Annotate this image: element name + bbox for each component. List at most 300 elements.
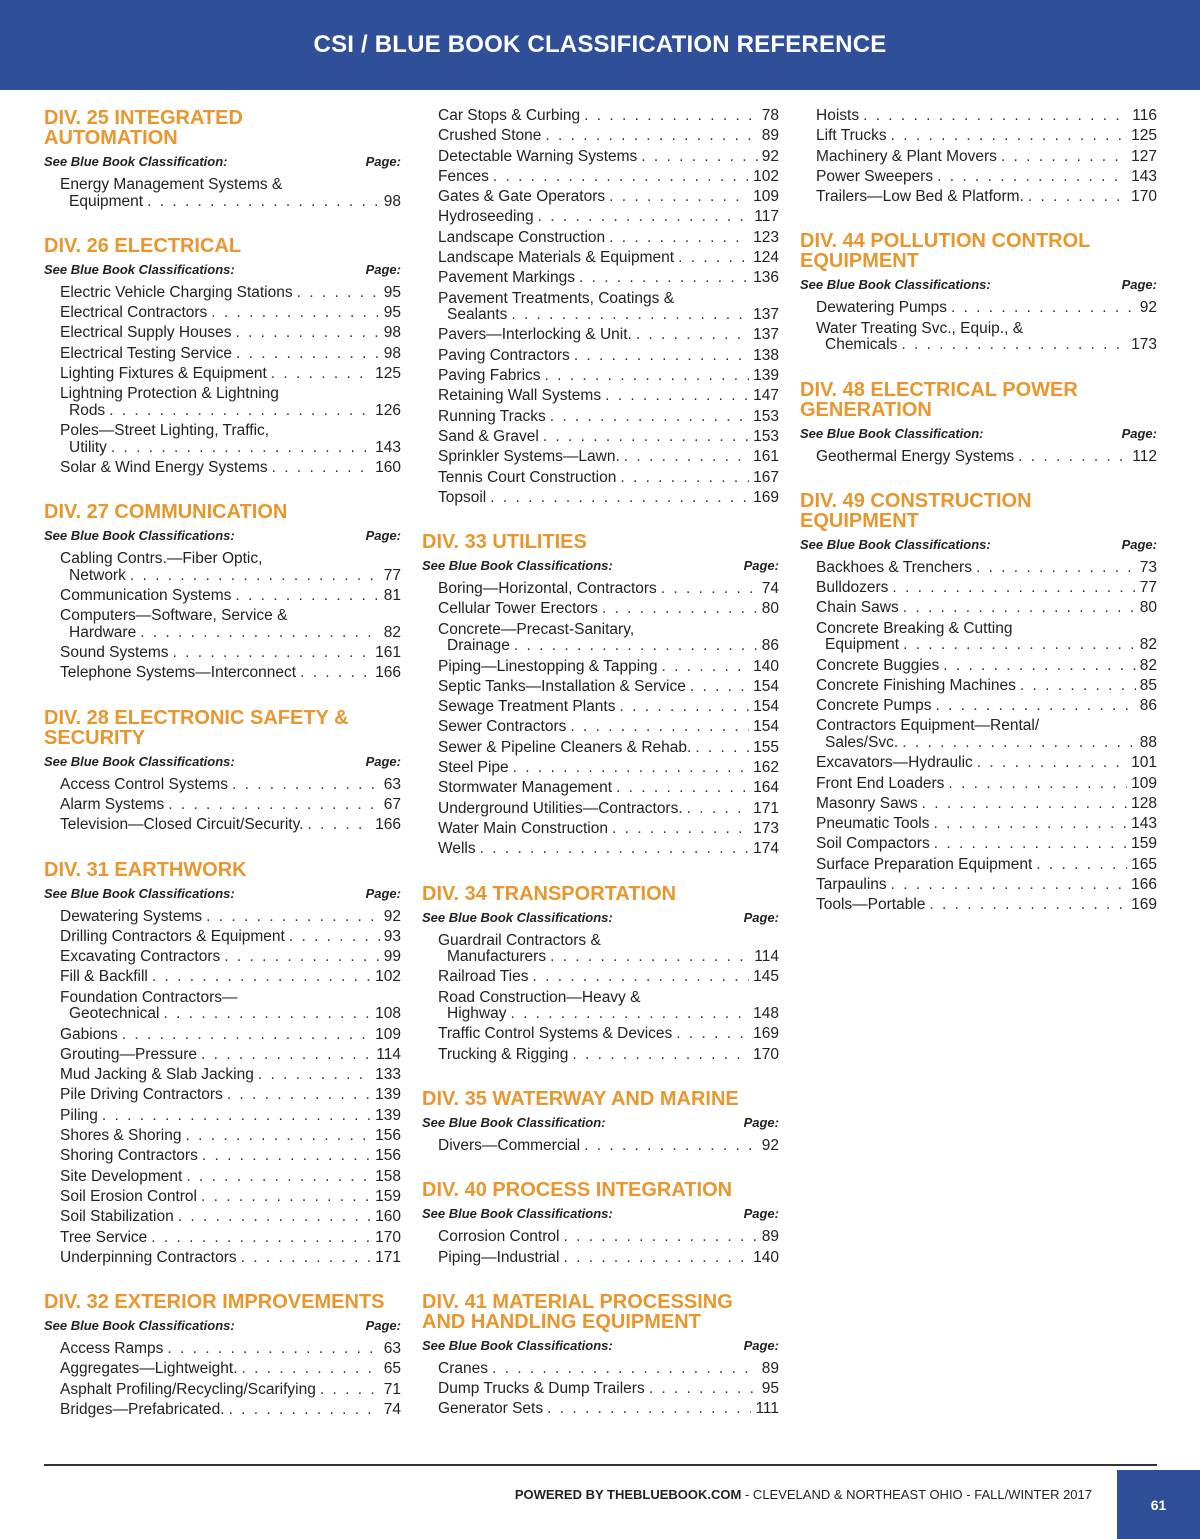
page-reference: 109 [753, 189, 779, 206]
dot-leader [892, 580, 1135, 597]
division-section [422, 1292, 779, 1422]
page-reference: 89 [761, 1229, 779, 1246]
classification-name: Topsoil [438, 489, 487, 506]
page-reference: 127 [1131, 148, 1157, 165]
classification-name: Hoists [816, 108, 860, 124]
page-reference: 98 [383, 193, 401, 210]
dot-leader [903, 637, 1136, 654]
dot-leader [563, 1250, 749, 1267]
classification-name: Machinery & Plant Movers [816, 148, 997, 165]
page-column-label: Page: [743, 1337, 779, 1353]
classification-label: See Blue Book Classifications: [422, 558, 613, 574]
page-reference: 74 [761, 581, 779, 598]
classification-item [438, 449, 779, 469]
page-reference: 159 [1131, 836, 1157, 853]
classification-name: Running Tracks [438, 408, 546, 425]
dot-leader [584, 108, 758, 125]
classification-name: Stormwater Management [438, 780, 613, 797]
classification-item [60, 366, 401, 386]
column-3 [800, 108, 1157, 940]
classification-name: Communication Systems [60, 587, 232, 604]
classification-name-line: Pavement Treatments, Coatings & [438, 290, 675, 307]
dot-leader [948, 776, 1127, 793]
dot-leader [609, 230, 749, 247]
classification-name: Access Ramps [60, 1341, 164, 1358]
page-reference: 160 [375, 1209, 401, 1226]
dot-leader [201, 1189, 371, 1206]
classification-header [800, 277, 1157, 292]
classification-name: Aggregates—Lightweight. [60, 1361, 238, 1378]
classification-name-line: Lightning Protection & Lightning [60, 386, 279, 403]
classification-item [816, 836, 1157, 856]
classification-item [438, 270, 779, 290]
page-reference: 169 [1131, 897, 1157, 914]
classification-name: Electrical Contractors [60, 305, 208, 322]
classification-header [800, 537, 1157, 552]
page-reference: 125 [375, 365, 401, 382]
footer-text [0, 1487, 1092, 1502]
classification-item [816, 449, 1157, 469]
footer-edition: - CLEVELAND & NORTHEAST OHIO - FALL/WINTER 2017 [741, 1487, 1092, 1502]
dot-leader [584, 1138, 758, 1155]
classification-item [438, 189, 779, 209]
page-column-label: Page: [365, 885, 401, 901]
dot-leader [186, 1128, 372, 1145]
classification-item [60, 588, 401, 608]
dot-leader [163, 1006, 371, 1023]
page-reference: 145 [753, 969, 779, 986]
classification-name: Backhoes & Trenchers [816, 559, 972, 576]
classification-name: Sales/Svc. [825, 734, 899, 751]
page-reference: 128 [1131, 795, 1157, 812]
page-reference: 153 [753, 408, 779, 425]
classification-header [44, 886, 401, 901]
classification-name-line: Water Treating Svc., Equip., & [816, 320, 1024, 337]
classification-item [60, 1402, 401, 1422]
division-title-line: DIV. 33 UTILITIES [422, 531, 587, 554]
classification-name: Power Sweepers [816, 168, 934, 185]
classification-name: Highway [447, 1006, 507, 1023]
classification-item [438, 841, 779, 861]
division-title-line: DIV. 44 POLLUTION CONTROL [800, 230, 1091, 253]
division-title [44, 860, 401, 880]
classification-label: See Blue Book Classifications: [422, 909, 613, 925]
classification-name: Hydroseeding [438, 209, 534, 226]
page-reference: 167 [753, 469, 779, 486]
page-reference: 81 [383, 587, 401, 604]
page-reference: 77 [1139, 580, 1157, 597]
classification-name: Gates & Gate Operators [438, 189, 606, 206]
classification-name-line: Road Construction—Heavy & [438, 989, 641, 1006]
page-reference: 102 [753, 168, 779, 185]
classification-name-line: Contractors Equipment—Rental/ [816, 718, 1040, 735]
dot-leader [1028, 189, 1127, 206]
classification-item [60, 990, 401, 1027]
page-reference: 148 [753, 1006, 779, 1023]
classification-name: Lighting Fixtures & Equipment [60, 365, 267, 382]
classification-item [60, 1067, 401, 1087]
classification-item [438, 1026, 779, 1046]
classification-name-line: Concrete Breaking & Cutting [816, 620, 1013, 637]
classification-name: Geothermal Energy Systems [816, 448, 1015, 465]
classification-name: Grouting—Pressure [60, 1046, 197, 1063]
page-reference: 125 [1131, 128, 1157, 145]
page-reference: 102 [375, 969, 401, 986]
division-section [800, 491, 1157, 918]
classification-name: Excavating Contractors [60, 949, 221, 966]
classification-name: Dump Trucks & Dump Trailers [438, 1381, 645, 1398]
classification-name: Equipment [69, 193, 144, 210]
classification-name: Tennis Court Construction [438, 469, 617, 486]
page-reference: 158 [375, 1168, 401, 1185]
classification-item [816, 698, 1157, 718]
classification-name: Corrosion Control [438, 1229, 560, 1246]
classification-name: Drilling Contractors & Equipment [60, 928, 285, 945]
classification-name: Steel Pipe [438, 760, 509, 777]
classification-header [422, 1206, 779, 1221]
classification-label: See Blue Book Classification: [44, 154, 228, 169]
classification-item [438, 409, 779, 429]
classification-name: Septic Tanks—Installation & Service [438, 678, 686, 695]
dot-leader [511, 307, 749, 324]
division-title [422, 884, 779, 904]
page-column-label: Page: [1121, 536, 1157, 552]
dot-leader [678, 250, 749, 267]
division-section [44, 236, 401, 480]
classification-name: Sealants [447, 307, 508, 324]
footer-divider [44, 1464, 1157, 1466]
page-reference: 165 [1131, 856, 1157, 873]
classification-name: Excavators—Hydraulic [816, 755, 973, 772]
classification-item [438, 1047, 779, 1067]
division-title-line: DIV. 48 ELECTRICAL POWER [800, 378, 1078, 401]
classification-item [438, 388, 779, 408]
classification-name: Alarm Systems [60, 796, 165, 813]
classification-name: Solar & Wind Energy Systems [60, 459, 268, 476]
classification-item [60, 1047, 401, 1067]
division-title [44, 236, 401, 256]
classification-header [422, 1338, 779, 1353]
classification-name: Dewatering Systems [60, 908, 203, 925]
classification-item [60, 645, 401, 665]
classification-name: Soil Stabilization [60, 1209, 174, 1226]
classification-label: See Blue Book Classifications: [800, 277, 991, 293]
classification-item [438, 679, 779, 699]
division-title [44, 502, 401, 522]
classification-name: Tarpaulins [816, 877, 887, 894]
classification-item [816, 776, 1157, 796]
classification-name-line: Concrete—Precast-Sanitary, [438, 621, 635, 638]
classification-name: Piling [60, 1107, 98, 1124]
dot-leader [570, 719, 749, 736]
page-reference: 111 [755, 1401, 779, 1418]
classification-header [800, 426, 1157, 441]
classification-item [438, 128, 779, 148]
classification-item [438, 108, 779, 128]
classification-item [816, 300, 1157, 320]
classification-item [438, 659, 779, 679]
page-reference: 153 [753, 428, 779, 445]
page-reference: 82 [1139, 637, 1157, 654]
classification-item [60, 969, 401, 989]
page-reference: 77 [383, 567, 401, 584]
classification-item [438, 327, 779, 347]
page-number-box [1117, 1470, 1200, 1539]
classification-name: Hardware [69, 624, 137, 641]
classification-item [438, 1381, 779, 1401]
classification-name: Soil Compactors [816, 836, 930, 853]
classification-name: Asphalt Profiling/Recycling/Scarifying [60, 1381, 316, 1398]
classification-label: See Blue Book Classification: [800, 425, 984, 441]
page-header-banner [0, 0, 1200, 90]
division-section [44, 502, 401, 685]
classification-item [438, 990, 779, 1027]
classification-name: Electrical Supply Houses [60, 325, 232, 342]
division-title-line: DIV. 31 EARTHWORK [44, 858, 247, 881]
classification-item [438, 969, 779, 989]
classification-name-line: Poles—Street Lighting, Traffic, [60, 423, 270, 440]
classification-name: Sand & Gravel [438, 428, 539, 445]
page-reference: 116 [1132, 108, 1157, 124]
classification-name: Electrical Testing Service [60, 345, 233, 362]
division-title [800, 491, 1157, 531]
classification-name: Shoring Contractors [60, 1148, 198, 1165]
classification-name: Utility [69, 439, 107, 456]
page-reference: 109 [1131, 775, 1157, 792]
dot-leader [550, 409, 749, 426]
page-reference: 80 [1139, 600, 1157, 617]
dot-leader [547, 1401, 751, 1418]
dot-leader [308, 817, 372, 834]
classification-header [44, 154, 401, 169]
dot-leader [320, 1382, 380, 1399]
division-section [44, 108, 401, 214]
dot-leader [1001, 149, 1127, 166]
classification-header [422, 910, 779, 925]
dot-leader [235, 588, 379, 605]
classification-item [438, 1138, 779, 1158]
classification-label: See Blue Book Classifications: [44, 1318, 235, 1334]
division-title [422, 1089, 779, 1109]
dot-leader [695, 740, 749, 757]
classification-item [60, 386, 401, 423]
classification-item [438, 169, 779, 189]
classification-item [816, 796, 1157, 816]
dot-leader [951, 300, 1136, 317]
classification-item [60, 551, 401, 588]
classification-name: Piping—Industrial [438, 1249, 560, 1266]
division-title-line: DIV. 28 ELECTRONIC SAFETY & [44, 706, 349, 729]
dot-leader [538, 209, 751, 226]
classification-name: Cellular Tower Erectors [438, 601, 598, 618]
division-title-line: DIV. 25 INTEGRATED [44, 107, 243, 129]
dot-leader [178, 1209, 371, 1226]
page-reference: 126 [375, 402, 401, 419]
classification-item [816, 897, 1157, 917]
page-reference: 92 [1139, 300, 1157, 317]
division-section [44, 1292, 401, 1422]
classification-item [438, 1401, 779, 1421]
classification-item [438, 821, 779, 841]
classification-name: Front End Loaders [816, 775, 945, 792]
classification-item [60, 777, 401, 797]
classification-name: Pavers—Interlocking & Unit. [438, 327, 632, 344]
classification-item [60, 1361, 401, 1381]
page-reference: 155 [753, 739, 779, 756]
classification-item [438, 601, 779, 621]
page-reference: 92 [383, 908, 401, 925]
page-reference: 140 [753, 1249, 779, 1266]
dot-leader [232, 777, 380, 794]
dot-leader [102, 1108, 371, 1125]
page-reference: 71 [383, 1381, 401, 1398]
classification-name: Sewage Treatment Plants [438, 699, 616, 716]
page-column-label: Page: [365, 753, 401, 769]
classification-item [816, 877, 1157, 897]
dot-leader [227, 1087, 371, 1104]
dot-leader [510, 1006, 749, 1023]
classification-name: Chemicals [825, 337, 898, 354]
dot-leader [929, 897, 1127, 914]
dot-leader [152, 969, 371, 986]
page-column-label: Page: [1121, 425, 1157, 441]
classification-name: Trucking & Rigging [438, 1046, 569, 1063]
classification-item [438, 490, 779, 510]
classification-item [438, 780, 779, 800]
dot-leader [229, 1402, 380, 1419]
page-reference: 80 [761, 601, 779, 618]
division-title [44, 1292, 401, 1312]
page-column-label: Page: [365, 528, 401, 544]
page-reference: 161 [753, 449, 779, 466]
classification-header [44, 754, 401, 769]
classification-name: Paving Fabrics [438, 368, 541, 385]
division-section [422, 884, 779, 1067]
page-reference: 88 [1139, 734, 1157, 751]
page-reference: 143 [1131, 168, 1157, 185]
dot-leader [937, 169, 1127, 186]
dot-leader [934, 836, 1127, 853]
classification-item [60, 1108, 401, 1128]
dot-leader [661, 581, 758, 598]
page-column-label: Page: [365, 1318, 401, 1334]
classification-name: Traffic Control Systems & Devices [438, 1026, 673, 1043]
division-title-line: SECURITY [44, 726, 146, 749]
classification-name: Mud Jacking & Slab Jacking [60, 1067, 254, 1084]
division-title-line: DIV. 34 TRANSPORTATION [422, 882, 677, 905]
classification-item [438, 719, 779, 739]
classification-name: Paving Contractors [438, 347, 570, 364]
classification-name: Landscape Construction [438, 229, 606, 246]
classification-name: Railroad Ties [438, 969, 529, 986]
dot-leader [140, 625, 380, 642]
classification-item [438, 368, 779, 388]
classification-name: Television—Closed Circuit/Security. [60, 817, 304, 834]
classification-name: Surface Preparation Equipment [816, 856, 1033, 873]
classification-name: Site Development [60, 1168, 183, 1185]
classification-name: Telephone Systems—Interconnect [60, 665, 297, 682]
page-reference: 171 [753, 800, 779, 817]
page-number: 61 [1150, 1496, 1167, 1513]
classification-name: Lift Trucks [816, 128, 887, 145]
dot-leader [977, 755, 1127, 772]
classification-label: See Blue Book Classifications: [44, 753, 235, 769]
page-reference: 65 [383, 1361, 401, 1378]
classification-item [816, 658, 1157, 678]
page-reference: 140 [753, 658, 779, 675]
page-reference: 170 [375, 1229, 401, 1246]
page-column-label: Page: [743, 558, 779, 574]
dot-leader [976, 560, 1136, 577]
dot-leader [605, 388, 749, 405]
page-reference: 166 [375, 817, 401, 834]
classification-name: Trailers—Low Bed & Platform. [816, 189, 1024, 206]
classification-name: Equipment [825, 637, 900, 654]
division-section [422, 108, 779, 510]
page-reference: 99 [383, 949, 401, 966]
classification-name: Masonry Saws [816, 795, 918, 812]
classification-item [60, 909, 401, 929]
page-reference: 137 [753, 327, 779, 344]
page-reference: 112 [1132, 448, 1157, 465]
classification-item [60, 608, 401, 645]
page-reference: 63 [383, 1341, 401, 1358]
classification-item [60, 929, 401, 949]
page-reference: 170 [1131, 189, 1157, 206]
dot-leader [676, 1026, 749, 1043]
classification-item [816, 600, 1157, 620]
dot-leader [943, 658, 1136, 675]
page-reference: 166 [375, 665, 401, 682]
dot-leader [574, 348, 749, 365]
division-section [800, 231, 1157, 357]
classification-item [816, 128, 1157, 148]
classification-item [816, 678, 1157, 698]
page-reference: 123 [753, 229, 779, 246]
classification-label: See Blue Book Classifications: [422, 1206, 613, 1222]
page-reference: 124 [753, 250, 779, 267]
classification-item [816, 169, 1157, 189]
dot-leader [297, 285, 380, 302]
dot-leader [480, 841, 750, 858]
page-reference: 98 [383, 325, 401, 342]
classification-item [60, 1250, 401, 1270]
page-reference: 173 [753, 820, 779, 837]
classification-name: Generator Sets [438, 1401, 544, 1418]
division-title-line: DIV. 27 COMMUNICATION [44, 501, 288, 524]
page-reference: 95 [383, 305, 401, 322]
classification-name: Sprinkler Systems—Lawn. [438, 449, 620, 466]
classification-item [60, 797, 401, 817]
column-1 [44, 108, 401, 1444]
classification-item [60, 285, 401, 305]
dot-leader [935, 698, 1135, 715]
dot-leader [490, 490, 749, 507]
classification-header [44, 1318, 401, 1333]
page-reference: 169 [753, 489, 779, 506]
page-column-label: Page: [743, 1114, 779, 1130]
classification-name: Manufacturers [447, 949, 547, 965]
dot-leader [272, 460, 372, 477]
classification-item [60, 1087, 401, 1107]
classification-label: See Blue Book Classifications: [44, 261, 235, 277]
page-reference: 171 [375, 1249, 401, 1266]
classification-item [60, 460, 401, 480]
classification-name: Sewer & Pipeline Cleaners & Rehab. [438, 739, 692, 756]
division-section [800, 108, 1157, 209]
dot-leader [579, 270, 749, 287]
dot-leader [151, 1230, 371, 1247]
